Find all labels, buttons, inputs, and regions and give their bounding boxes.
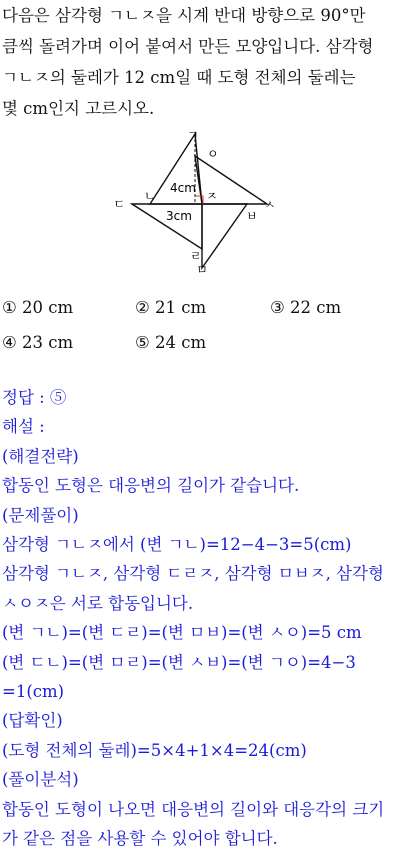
pinwheel-figure — [110, 128, 290, 274]
question-line: 다음은 삼각형 ㄱㄴㅈ을 시계 반대 방향으로 90°만 — [2, 6, 366, 25]
solution-line: =1(cm) — [2, 682, 65, 702]
choice-5[interactable]: ⑤ 24 cm — [135, 333, 207, 352]
choice-3[interactable]: ③ 22 cm — [270, 298, 342, 317]
label-d: ㄷ — [113, 197, 125, 211]
solution-line: ㅅㅇㅈ은 서로 합동입니다. — [2, 593, 194, 613]
check-heading: (답확인) — [2, 711, 63, 731]
solution-line: (변 ㄷㄴ)=(변 ㅁㄹ)=(변 ㅅㅂ)=(변 ㄱㅇ)=4−3 — [2, 652, 356, 672]
question-line: 몇 cm인지 고르시오. — [2, 99, 155, 118]
label-s: ㅅ — [264, 198, 276, 212]
solution-block — [2, 383, 398, 854]
solution-line: 가 같은 점을 사용할 수 있어야 합니다. — [2, 829, 278, 849]
question-text — [2, 0, 398, 124]
solution-line: (변 ㄱㄴ)=(변 ㄷㄹ)=(변 ㅁㅂ)=(변 ㅅㅇ)=5 cm — [2, 623, 362, 643]
label-m: ㅁ — [196, 263, 208, 274]
solution-line: 합동인 도형이 나오면 대응변의 길이와 대응각의 크기 — [2, 799, 385, 819]
solution-line: 삼각형 ㄱㄴㅈ에서 (변 ㄱㄴ)=12−4−3=5(cm) — [2, 535, 352, 555]
label-r: ㄹ — [190, 249, 202, 263]
label-b: ㅂ — [246, 209, 258, 223]
analysis-heading: (풀이분석) — [2, 770, 79, 790]
question-line: 큼씩 돌려가며 이어 붙여서 만든 모양입니다. 삼각형 — [2, 37, 374, 56]
solving-heading: (문제풀이) — [2, 505, 79, 525]
explanation-heading: 해설 : — [2, 417, 45, 437]
choice-2[interactable]: ② 21 cm — [135, 298, 207, 317]
solution-line: (도형 전체의 둘레)=5×4+1×4=24(cm) — [2, 740, 307, 760]
solution-line: 합동인 도형은 대응변의 길이가 같습니다. — [2, 476, 300, 496]
triangle-mbj — [202, 204, 247, 268]
choice-4[interactable]: ④ 23 cm — [2, 333, 74, 352]
label-g: ㄱ — [187, 128, 199, 142]
label-o: ㅇ — [207, 147, 219, 161]
base-label: 3cm — [166, 209, 192, 223]
solution-line: 삼각형 ㄱㄴㅈ, 삼각형 ㄷㄹㅈ, 삼각형 ㅁㅂㅈ, 삼각형 — [2, 564, 384, 584]
answer-choices — [2, 290, 398, 360]
choice-1[interactable]: ① 20 cm — [2, 298, 74, 317]
label-n: ㄴ — [144, 189, 156, 203]
answer-line: 정답 : ⑤ — [2, 388, 67, 407]
height-label: 4cm — [170, 181, 196, 195]
strategy-heading: (해결전략) — [2, 446, 79, 466]
question-line: ㄱㄴㅈ의 둘레가 12 cm일 때 도형 전체의 둘레는 — [2, 68, 356, 87]
label-j: ㅈ — [206, 189, 218, 203]
